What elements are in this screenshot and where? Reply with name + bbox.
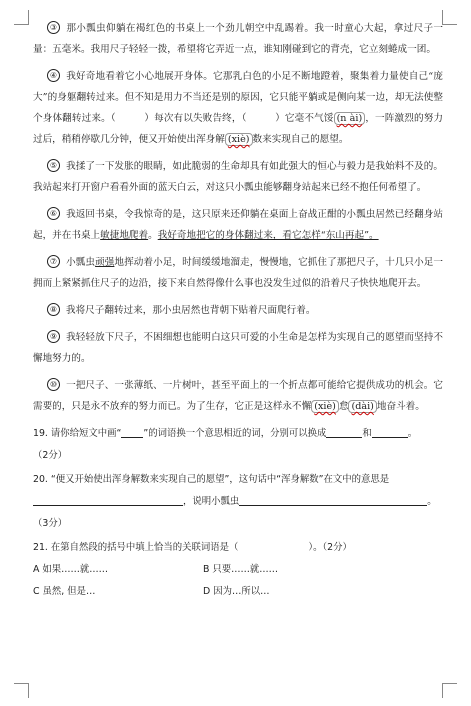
q21-options-row-2 (33, 581, 443, 603)
paragraph (33, 252, 443, 294)
paragraph-number: ⑦ (47, 255, 60, 268)
paragraph-text: 我好奇地看着它小心地展开身体。它那乳白色的小足不断地蹬着，聚集着力量使自己“庞大”的身躯翻转过来。但不知是用力不当还是别的原因，它只能平躺或是侧向某一边，却无法使整个身体翻转过来。（ (33, 71, 443, 124)
paragraph (33, 327, 443, 369)
question-21 (33, 537, 443, 559)
paragraph (33, 204, 443, 246)
q19-score: （2分） (33, 450, 68, 461)
q20-text-c: 。（3分） (33, 496, 437, 529)
paragraph (33, 300, 443, 321)
q21-option-a[interactable]: A 如果……就…… (33, 564, 109, 575)
question-19 (33, 423, 443, 467)
paragraph-text: ，一阵激烈的努力过后，稍稍停歇几分钟，便又开始使出浑身解 (33, 113, 444, 145)
paragraph-text: 我揉了一下发胀的眼睛，如此脆弱的生命却具有如此强大的恒心与毅力是我始料不及的。我站起来打开窗户看看外面的蓝天白云，对这只小瓢虫能够翻身站起来已经不抱任何希望了。 (33, 161, 443, 193)
q19-answer-blank-2[interactable] (372, 425, 408, 438)
paragraph-text: 一把尺子、一张薄纸、一片树叶，甚至平面上的一个折点都可能给它提供成功的机会。它需要的，只是永不放弃的努力而已。为了生存，它正是这样永不懈 (33, 380, 443, 412)
paragraph-text: 数来实现自己的愿望。 (252, 134, 349, 145)
paragraph (33, 156, 443, 198)
crop-mark-bottom-left (14, 683, 29, 698)
q19-underline-sample (121, 425, 143, 438)
paragraph-text: (dài) (348, 400, 376, 413)
paragraph-text: 地挥动着小足，时间缓缓地溜走，慢慢地，它抓住了那把尺子，十几只小足一拥而上紧紧抓住尺子的边沿，接下来自然得像什么事也没发生过似的沿着尺子快快地爬开去。 (33, 257, 444, 289)
q19-text-c: 和 (362, 428, 372, 439)
paragraph-text: 小瓢虫 (66, 257, 96, 268)
paragraph-text: ）它毫不气馁 (275, 113, 334, 124)
paragraph-text: 我返回书桌，令我惊奇的是，这只原来还仰躺在桌面上奋战正酣的小瓢虫居然已经翻身站起，并在书桌上 (33, 209, 443, 241)
q21-option-b[interactable]: B 只要……就…… (203, 564, 279, 575)
paragraph-text (247, 113, 276, 124)
paragraph-text (116, 113, 145, 124)
paragraph (33, 66, 443, 150)
paragraph-text: (xiè) (311, 400, 339, 413)
paragraph-number: ④ (47, 69, 60, 82)
paragraph (33, 375, 443, 417)
crop-mark-top-left (14, 10, 29, 25)
q20-text-b: ，说明小瓢虫 (183, 496, 240, 507)
passage (33, 18, 443, 417)
q21-option-c[interactable]: C 虽然, 但是… (33, 586, 96, 597)
q19-text-a: 19. 请你给短文中画“ (33, 428, 122, 439)
paragraph-text: 。 (148, 230, 158, 241)
q21-options-row-1 (33, 559, 443, 581)
paragraph-number: ⑩ (47, 378, 60, 391)
paragraph-text: ）每次有以失败告终，（ (144, 113, 247, 124)
q20-answer-blank-1[interactable] (33, 493, 183, 506)
paragraph-text: 顽强 (95, 257, 115, 268)
q20-text-a: 20. “便又开始使出浑身解数来实现自己的愿望”，这句话中“浑身解数”在文中的意思是 (33, 474, 390, 485)
q19-answer-blank-1[interactable] (326, 425, 362, 438)
question-20 (33, 469, 443, 535)
q21-text: 21. 在第自然段的括号中填上恰当的关联词语是（ (33, 542, 239, 553)
q19-text-b: ”的词语换一个意思相近的词，分别可以换成 (143, 428, 327, 439)
paragraph-number: ⑨ (47, 330, 60, 343)
paragraph-number: ③ (47, 21, 60, 34)
paragraph-text: 敏捷地爬着 (100, 230, 149, 241)
paragraph-text: 我好奇地把它的身体翻过来，看它怎样“东山再起”。 (157, 230, 379, 241)
paragraph-text: 怠 (338, 401, 349, 412)
document-page (33, 18, 443, 603)
paragraph-number: ⑧ (47, 303, 60, 316)
q19-text-d: 。 (407, 428, 418, 439)
paragraph-text: (xiè) (225, 133, 253, 146)
paragraph-text: 我将尺子翻转过来，那小虫居然也背朝下贴着尺面爬行着。 (66, 305, 316, 316)
q21-option-d[interactable]: D 因为…所以… (203, 586, 270, 597)
crop-mark-bottom-right (442, 683, 457, 698)
q20-answer-blank-2[interactable] (239, 493, 427, 506)
paragraph-number: ⑥ (47, 207, 60, 220)
q21-end: ）。（2分） (308, 542, 352, 553)
paragraph-text: 我轻轻放下尺子，不困细想也能明白这只可爱的小生命是怎样为实现自己的愿望而坚持不懈地努力的。 (33, 332, 443, 364)
paragraph-text: (n ài) (334, 112, 366, 125)
crop-mark-top-right (442, 10, 457, 25)
paragraph-text: 那小瓢虫仰躺在褐红色的书桌上一个劲儿朝空中乱踢着。我一时童心大起，拿过尺子一量：五毫米。我用尺子轻轻一拨，希望将它弄近一点，谁知刚碰到它的背壳，它立刻蜷成一团。 (33, 23, 443, 55)
paragraph-number: ⑤ (47, 159, 60, 172)
paragraph (33, 18, 443, 60)
paragraph-text: 地奋斗着。 (376, 401, 425, 412)
